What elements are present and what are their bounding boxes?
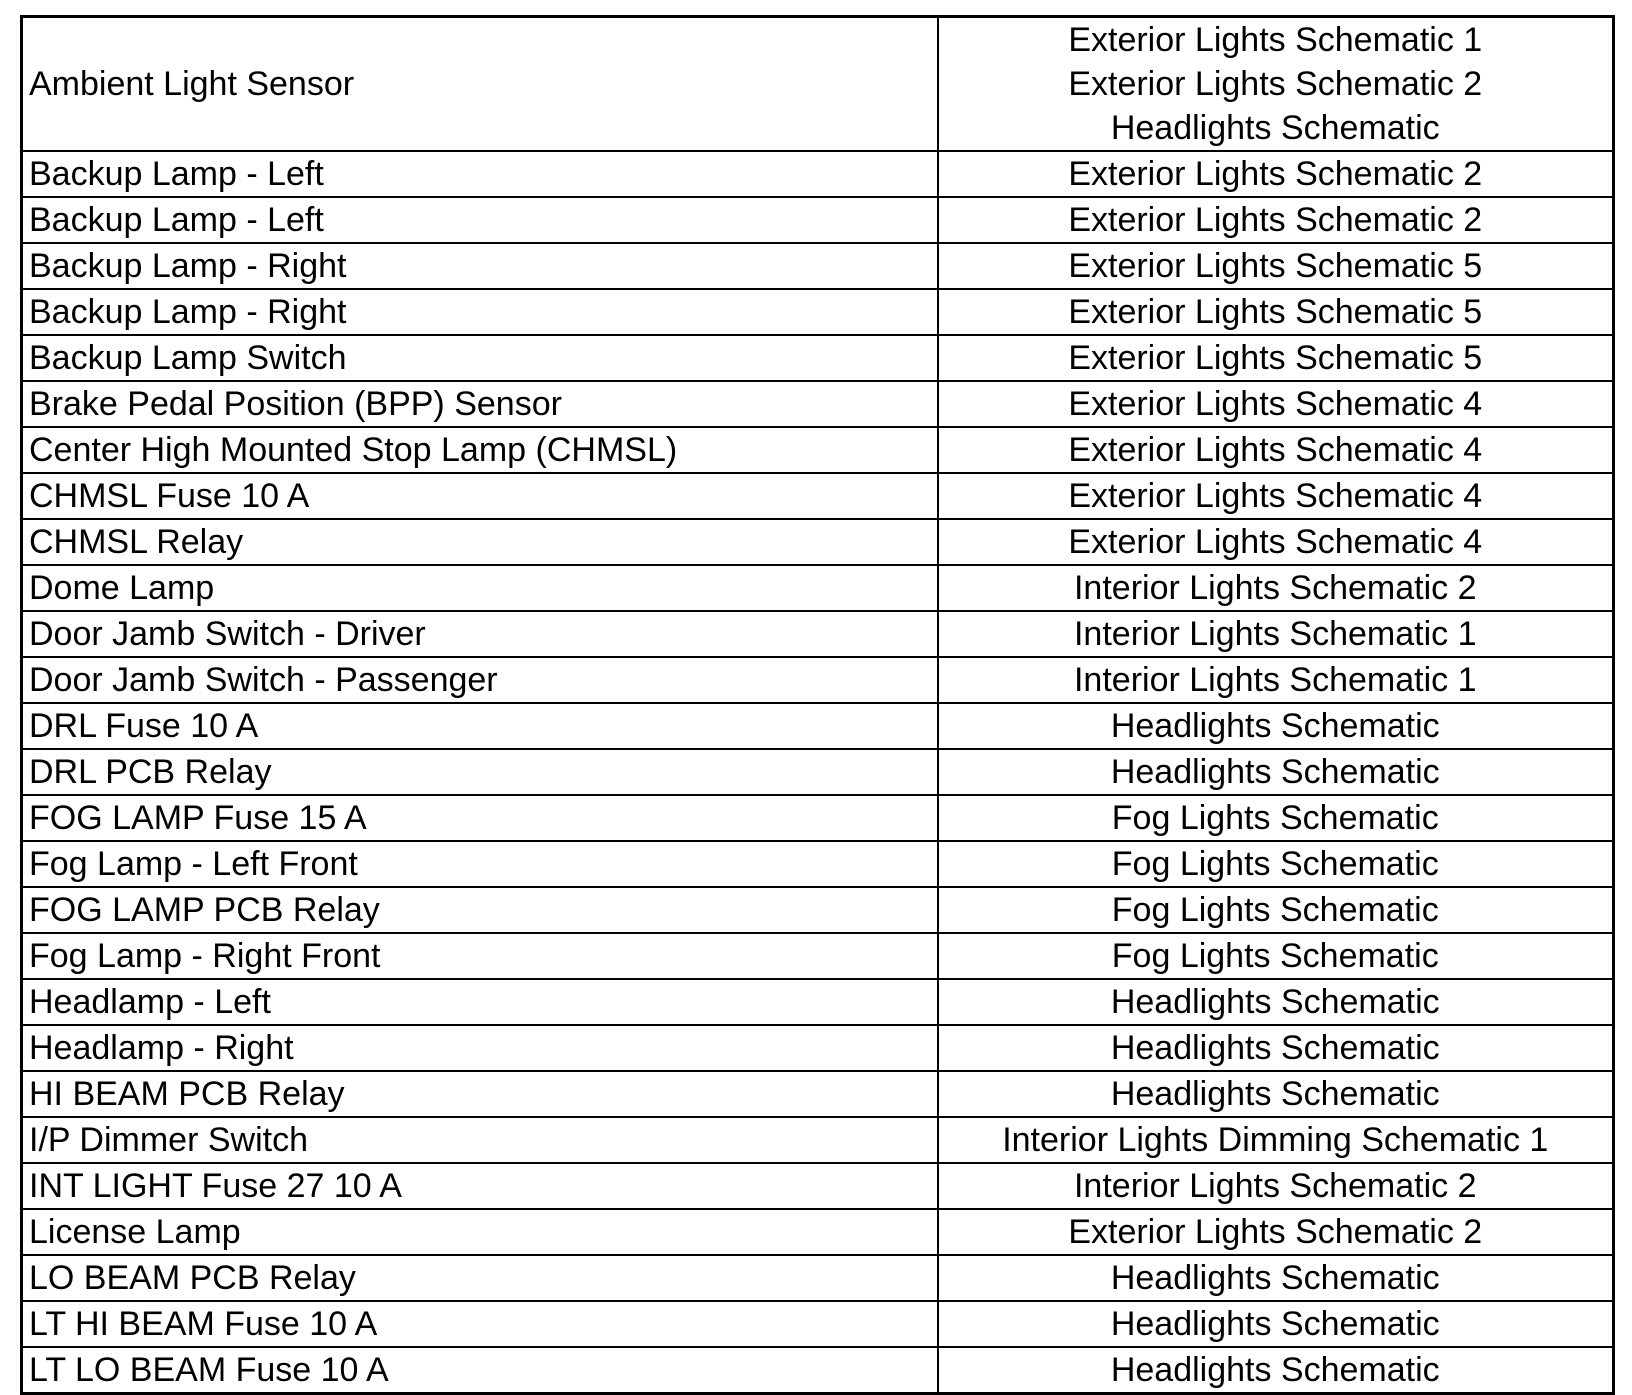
table-row	[22, 17, 1614, 152]
component-name-cell: LO BEAM PCB Relay	[22, 1255, 938, 1301]
table-row	[22, 933, 1614, 979]
schematic-reference: Headlights Schematic	[1110, 1029, 1440, 1067]
schematic-reference-cell	[938, 611, 1614, 657]
schematic-reference: Exterior Lights Schematic 2	[1068, 65, 1483, 103]
schematic-reference: Exterior Lights Schematic 2	[1068, 155, 1483, 193]
schematic-reference: Fog Lights Schematic	[1111, 799, 1439, 837]
table-row	[22, 1347, 1614, 1394]
schematic-reference-cell	[938, 1117, 1614, 1163]
schematic-reference-cell	[938, 289, 1614, 335]
table-row	[22, 243, 1614, 289]
schematic-reference: Fog Lights Schematic	[1111, 845, 1439, 883]
component-name-cell: Door Jamb Switch - Driver	[22, 611, 938, 657]
table-row	[22, 197, 1614, 243]
schematic-reference-cell	[938, 243, 1614, 289]
component-name-cell: Center High Mounted Stop Lamp (CHMSL)	[22, 427, 938, 473]
table-row	[22, 1163, 1614, 1209]
table-row	[22, 473, 1614, 519]
table-body	[22, 17, 1614, 1394]
component-name-cell: DRL Fuse 10 A	[22, 703, 938, 749]
schematic-reference-cell	[938, 1071, 1614, 1117]
schematic-reference: Headlights Schematic	[1110, 1259, 1440, 1297]
table-row	[22, 887, 1614, 933]
schematic-reference-cell	[938, 979, 1614, 1025]
component-name-cell: LT LO BEAM Fuse 10 A	[22, 1347, 938, 1394]
table-row	[22, 151, 1614, 197]
schematic-reference: Interior Lights Dimming Schematic 1	[1002, 1121, 1549, 1159]
schematic-reference: Headlights Schematic	[1110, 1351, 1440, 1389]
schematic-reference-cell	[938, 657, 1614, 703]
schematic-reference-cell	[938, 1025, 1614, 1071]
schematic-reference-cell	[938, 1347, 1614, 1394]
component-name-cell: Headlamp - Right	[22, 1025, 938, 1071]
schematic-reference-cell	[938, 1163, 1614, 1209]
schematic-reference: Headlights Schematic	[1110, 1075, 1440, 1113]
table-row	[22, 1071, 1614, 1117]
table-row	[22, 1255, 1614, 1301]
schematic-reference-cell	[938, 795, 1614, 841]
table-row	[22, 611, 1614, 657]
schematic-reference: Exterior Lights Schematic 1	[1068, 21, 1483, 59]
table-row	[22, 703, 1614, 749]
table-row	[22, 335, 1614, 381]
table-row	[22, 519, 1614, 565]
component-name-cell: Fog Lamp - Left Front	[22, 841, 938, 887]
schematic-reference: Headlights Schematic	[1110, 1305, 1440, 1343]
schematic-reference: Headlights Schematic	[1110, 983, 1440, 1021]
component-name-cell: Dome Lamp	[22, 565, 938, 611]
component-name-cell: Fog Lamp - Right Front	[22, 933, 938, 979]
schematic-reference-cell	[938, 151, 1614, 197]
schematic-reference-cell	[938, 703, 1614, 749]
table-row	[22, 1301, 1614, 1347]
component-name-cell: INT LIGHT Fuse 27 10 A	[22, 1163, 938, 1209]
schematic-reference-cell	[938, 887, 1614, 933]
component-name-cell: FOG LAMP Fuse 15 A	[22, 795, 938, 841]
schematic-reference: Headlights Schematic	[1110, 753, 1440, 791]
schematic-reference-cell	[938, 1255, 1614, 1301]
table-row	[22, 795, 1614, 841]
schematic-reference: Interior Lights Schematic 1	[1073, 661, 1477, 699]
schematic-reference-cell	[938, 933, 1614, 979]
schematic-reference: Exterior Lights Schematic 4	[1068, 431, 1483, 469]
component-name-cell: Backup Lamp - Left	[22, 197, 938, 243]
schematic-reference-cell	[938, 427, 1614, 473]
component-schematic-table	[20, 15, 1615, 1395]
component-name-cell: I/P Dimmer Switch	[22, 1117, 938, 1163]
component-name-cell: Headlamp - Left	[22, 979, 938, 1025]
schematic-reference-cell	[938, 841, 1614, 887]
component-name-cell: Backup Lamp - Left	[22, 151, 938, 197]
schematic-reference-cell	[938, 197, 1614, 243]
document-page	[20, 15, 1612, 1395]
schematic-reference: Exterior Lights Schematic 4	[1068, 523, 1483, 561]
schematic-reference: Fog Lights Schematic	[1111, 891, 1439, 929]
component-name-cell: DRL PCB Relay	[22, 749, 938, 795]
schematic-reference: Interior Lights Schematic 2	[1073, 1167, 1477, 1205]
component-name-cell: Backup Lamp - Right	[22, 289, 938, 335]
schematic-reference-cell	[938, 381, 1614, 427]
schematic-reference-cell	[938, 1209, 1614, 1255]
component-name-cell: CHMSL Relay	[22, 519, 938, 565]
schematic-reference: Headlights Schematic	[1110, 707, 1440, 745]
table-row	[22, 1025, 1614, 1071]
schematic-reference-cell	[938, 1301, 1614, 1347]
component-name-cell: Door Jamb Switch - Passenger	[22, 657, 938, 703]
component-name-cell: License Lamp	[22, 1209, 938, 1255]
component-name-cell: HI BEAM PCB Relay	[22, 1071, 938, 1117]
table-row	[22, 381, 1614, 427]
table-row	[22, 427, 1614, 473]
schematic-reference: Exterior Lights Schematic 5	[1068, 339, 1483, 377]
schematic-reference-cell	[938, 17, 1614, 152]
schematic-reference: Exterior Lights Schematic 2	[1068, 1213, 1483, 1251]
table-row	[22, 289, 1614, 335]
component-name-cell: Backup Lamp Switch	[22, 335, 938, 381]
schematic-reference: Exterior Lights Schematic 2	[1068, 201, 1483, 239]
schematic-reference: Fog Lights Schematic	[1111, 937, 1439, 975]
component-name-cell: Backup Lamp - Right	[22, 243, 938, 289]
schematic-reference: Interior Lights Schematic 2	[1073, 569, 1477, 607]
schematic-reference: Exterior Lights Schematic 5	[1068, 293, 1483, 331]
table-row	[22, 979, 1614, 1025]
schematic-reference: Exterior Lights Schematic 4	[1068, 477, 1483, 515]
schematic-reference: Headlights Schematic	[1110, 109, 1440, 147]
schematic-reference-cell	[938, 749, 1614, 795]
table-row	[22, 565, 1614, 611]
table-row	[22, 1117, 1614, 1163]
component-name-cell: LT HI BEAM Fuse 10 A	[22, 1301, 938, 1347]
component-name-cell: FOG LAMP PCB Relay	[22, 887, 938, 933]
table-row	[22, 841, 1614, 887]
schematic-reference-cell	[938, 565, 1614, 611]
schematic-reference: Exterior Lights Schematic 4	[1068, 385, 1483, 423]
schematic-reference: Interior Lights Schematic 1	[1073, 615, 1477, 653]
table-row	[22, 657, 1614, 703]
schematic-reference: Exterior Lights Schematic 5	[1068, 247, 1483, 285]
schematic-reference-cell	[938, 519, 1614, 565]
component-name-cell: Ambient Light Sensor	[22, 17, 938, 152]
table-row	[22, 1209, 1614, 1255]
component-name-cell: CHMSL Fuse 10 A	[22, 473, 938, 519]
schematic-reference-cell	[938, 335, 1614, 381]
table-row	[22, 749, 1614, 795]
component-name-cell: Brake Pedal Position (BPP) Sensor	[22, 381, 938, 427]
schematic-reference-cell	[938, 473, 1614, 519]
